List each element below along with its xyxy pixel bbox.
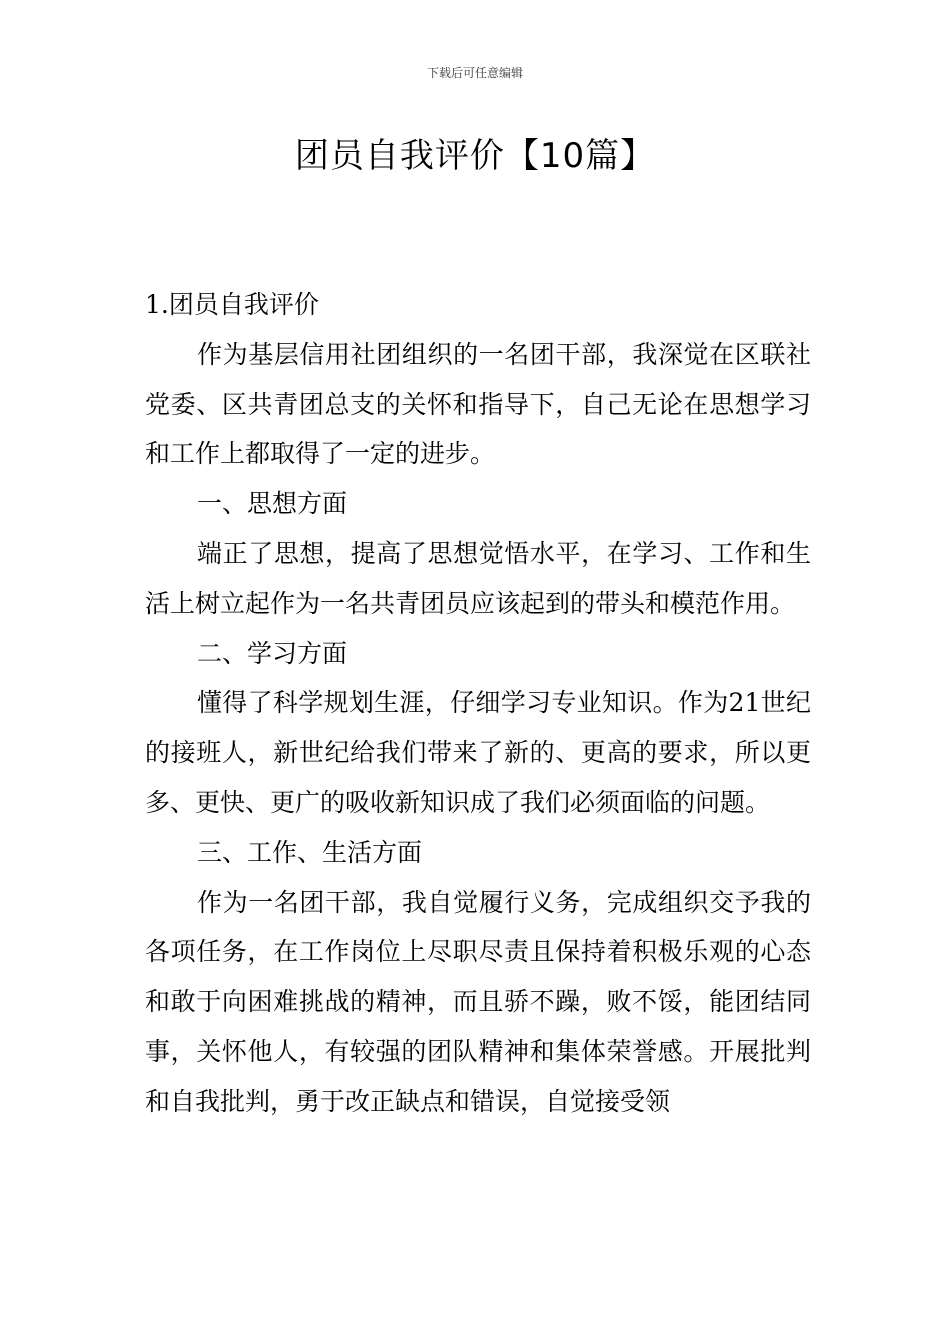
document-body: [145, 280, 811, 1127]
paragraph: 作为一名团干部，我自觉履行义务，完成组织交予我的各项任务，在工作岗位上尽职尽责且保持着积极乐观的心态和敢于向困难挑战的精神，而且骄不躁，败不馁，能团结同事，关怀他人，有较强的团队精神和集体荣誉感。开展批判和自我批判，勇于改正缺点和错误，自觉接受领: [145, 887, 811, 1116]
header-note: 下载后可任意编辑: [426, 66, 523, 80]
paragraph: 端正了思想，提高了思想觉悟水平，在学习、工作和生活上树立起作为一名共青团员应该起到的带头和模范作用。: [145, 538, 811, 618]
subsection-heading: 三、工作、生活方面: [197, 837, 423, 867]
section-heading: 1.团员自我评价: [145, 290, 319, 319]
paragraph: 懂得了科学规划生涯，仔细学习专业知识。作为21世纪的接班人，新世纪给我们带来了新的、更高的要求，所以更多、更快、更广的吸收新知识成了我们必须面临的问题。: [145, 688, 811, 817]
paragraph: 作为基层信用社团组织的一名团干部，我深觉在区联社党委、区共青团总支的关怀和指导下，自己无论在思想学习和工作上都取得了一定的进步。: [145, 339, 811, 469]
subsection-heading: 二、学习方面: [197, 638, 348, 668]
subsection-heading: 一、思想方面: [197, 489, 348, 519]
document-title: 团员自我评价【10篇】: [294, 136, 656, 176]
